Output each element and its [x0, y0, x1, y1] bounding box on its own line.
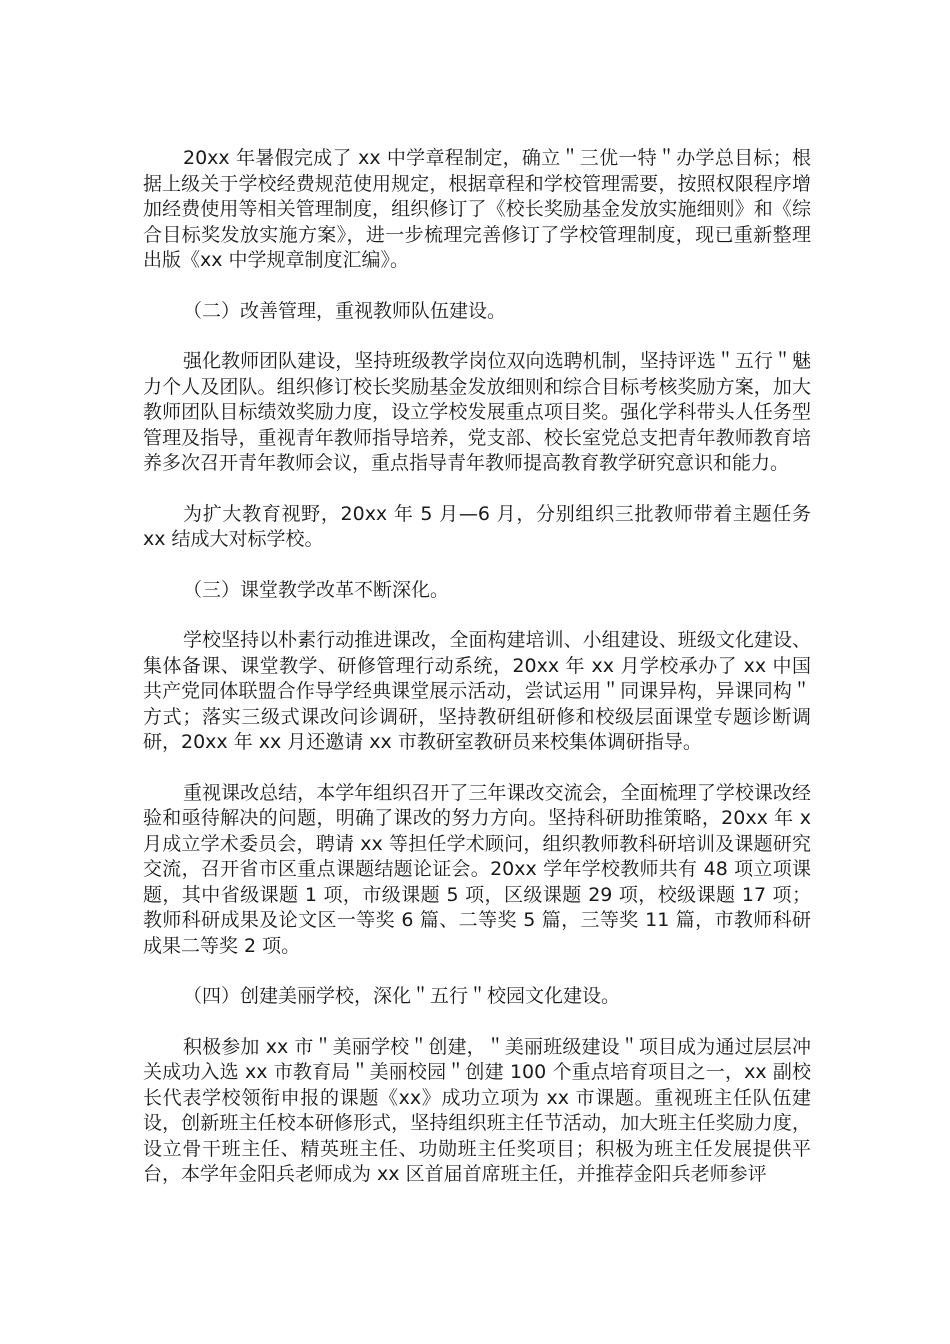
section-heading-management: （二）改善管理，重视教师队伍建设。 — [183, 299, 507, 322]
paragraph-research-summary: 重视课改总结，本学年组织召开了三年课改交流会，全面梳理了学校课改经验和亟待解决的问题，明确了课改的努力方向。坚持科研助推策略，20xx 年 x 月成立学术委员会，聘请 xx 等担任学术顾问，组织教师教科研培训及课题研究交流，召开省市区重点课题结题论证会。20xx 学年学校教师共有 48 项立项课题，其中省级课题 1 项，市级课题 5 项，区级课题 29 项，校级课题 17 项；教师科研成果及论文区一等奖 6 篇、二等奖 5 篇，三等奖 11 篇，市教师科研成果二等奖 2 项。 — [143, 781, 811, 957]
section-heading-classroom-reform: （三）课堂教学改革不断深化。 — [183, 578, 450, 601]
paragraph-beautiful-school: 积极参加 xx 市＂美丽学校＂创建，＂美丽班级建设＂项目成为通过层层冲关成功入选 xx 市教育局＂美丽校园＂创建 100 个重点培育项目之一，xx 副校长代表学校领衔申报的课题《xx》成功立项为 xx 市课题。重视班主任队伍建设，创新班主任校本研修形式，坚持组织班主任节活动，加大班主任奖励力度，设立骨干班主任、精英班主任、功勋班主任奖项目；积极为班主任发展提供平台，本学年金阳兵老师成为 xx 区首届首席班主任，并推荐金阳兵老师参评 — [143, 1035, 811, 1185]
paragraph-teacher-team: 强化教师团队建设，坚持班级教学岗位双向选聘机制，坚持评选＂五行＂魅力个人及团队。组织修订校长奖励基金发放细则和综合目标考核奖励方案，加大教师团队目标绩效奖励力度，设立学校发展重点项目奖。强化学科带头人任务型管理及指导，重视青年教师指导培养，党支部、校长室党总支把青年教师教育培养多次召开青年教师会议，重点指导青年教师提高教育教学研究意识和能力。 — [143, 350, 811, 474]
paragraph-benchmark-visit: 为扩大教育视野，20xx 年 5 月—6 月，分别组织三批教师带着主题任务 xx 结成大对标学校。 — [143, 502, 811, 550]
section-heading-beautiful-school: （四）创建美丽学校，深化＂五行＂校园文化建设。 — [183, 985, 621, 1007]
paragraph-curriculum-reform: 学校坚持以朴素行动推进课改，全面构建培训、小组建设、班级文化建设、集体备课、课堂教学、研修管理行动系统，20xx 年 xx 月学校承办了 xx 中国共产党同体联盟合作导学经典课堂展示活动，尝试运用＂同课异构，异课同构＂方式；落实三级式课改问诊调研，坚持教研组研修和校级层面课堂专题诊断调研，20xx 年 xx 月还邀请 xx 市教研室教研员来校集体调研指导。 — [143, 629, 811, 753]
document-body — [143, 146, 811, 1213]
paragraph-charter: 20xx 年暑假完成了 xx 中学章程制定，确立＂三优一特＂办学总目标；根据上级关于学校经费规范使用规定，根据章程和学校管理需要，按照权限程序增加经费使用等相关管理制度，组织修订了《校长奖励基金发放实施细则》和《综合目标奖发放实施方案》，进一步梳理完善修订了学校管理制度，现已重新整理出版《xx 中学规章制度汇编》。 — [143, 147, 811, 271]
